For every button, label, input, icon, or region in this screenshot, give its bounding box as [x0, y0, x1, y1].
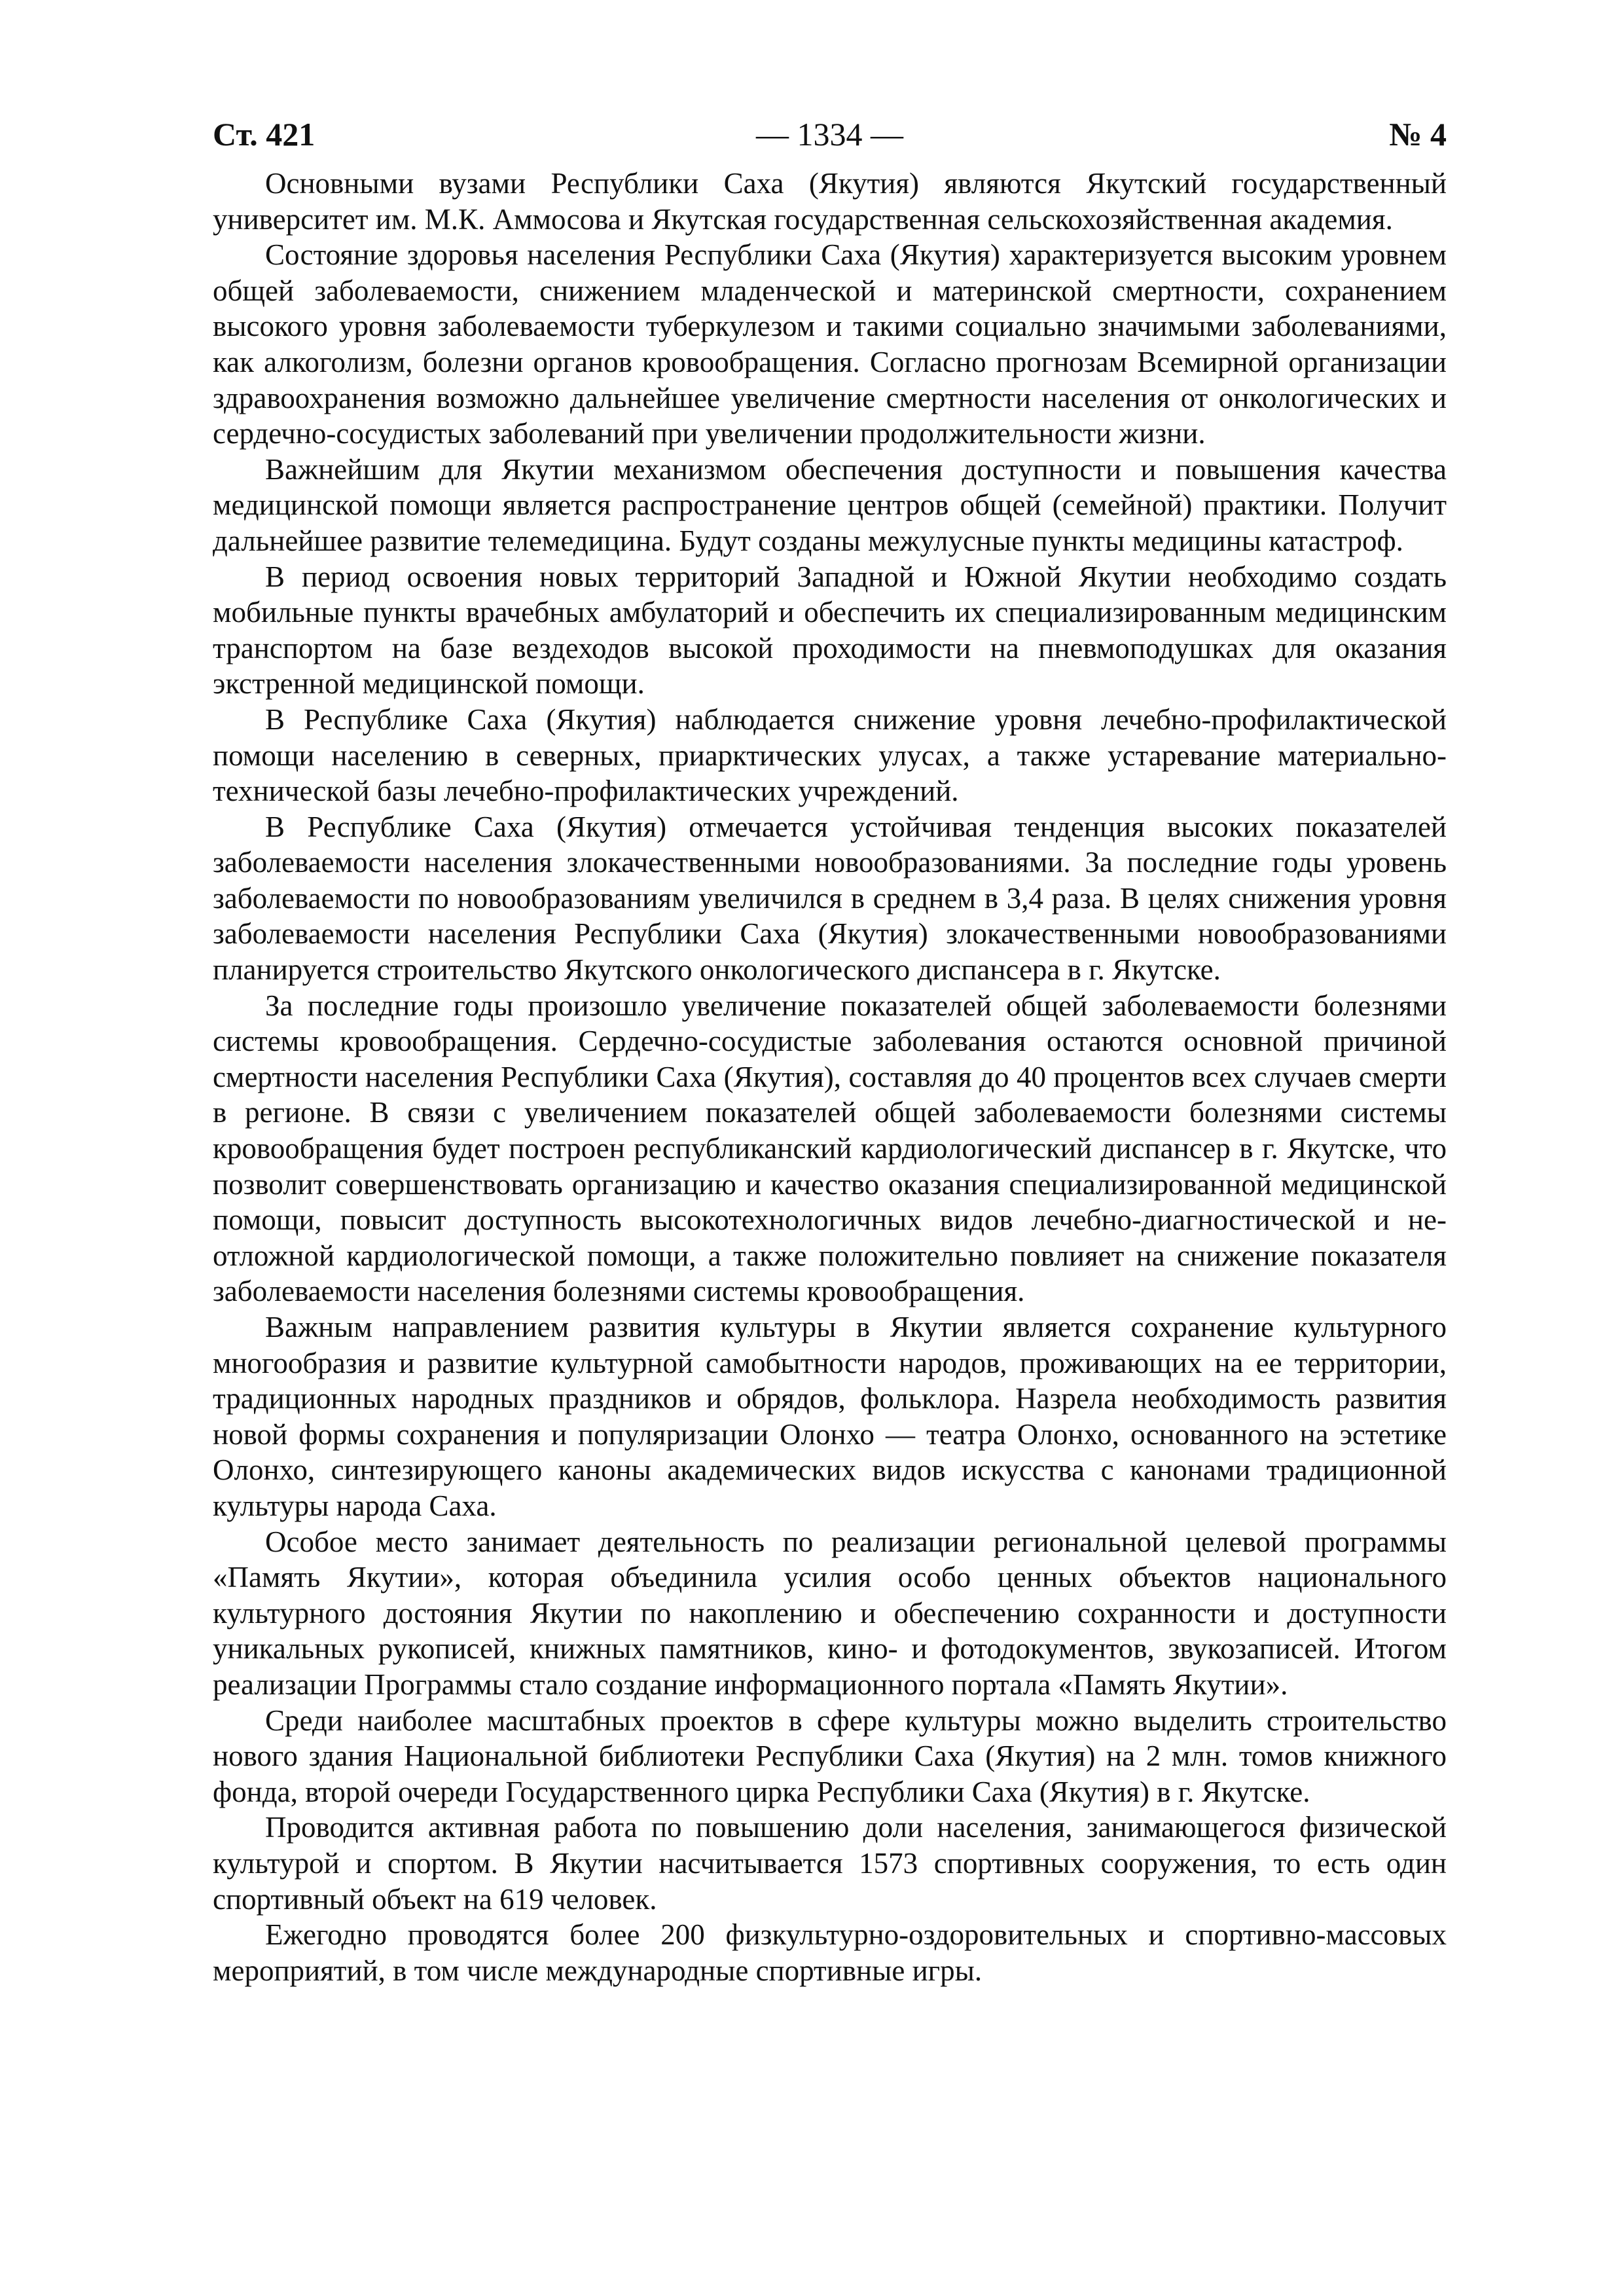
issue-number: № 4: [1389, 116, 1447, 153]
paragraph: В период освоения новых территорий Западной и Южной Якутии необходимо создать мобильные пункты врачебных амбулаторий и обеспечить их специализированным медицинским транспортом на базе вездеходов высокой проходимости на пневмоподушках для оказания экстренной медицинской помощи.: [213, 560, 1447, 701]
running-head: [213, 108, 1447, 160]
paragraph: За последние годы произошло увеличение показателей общей заболеваемости болезнями системы кровообращения. Сердечно-сосудистые заболевания остаются основной причиной смертности населения Республики Саха (Якутия), составляя до 40 процентов всех случаев смерти в регионе. В связи с увеличением показателей общей заболеваемости болезнями системы кровообращения будет построен республиканский кардиологический диспансер в г. Якутске, что позволит совершенствовать организацию и качество оказания специализированной медицинской помощи, повысит доступность высокотехнологичных видов лечебно-диагностической и неотложной кардиологической помощи, а также положительно повлияет на снижение показателя заболеваемости населения болезнями системы кровообращения.: [213, 989, 1447, 1308]
paragraph: Ежегодно проводятся более 200 физкультурно-оздоровительных и спортивно-массовых мероприятий, в том числе международные спортивные игры.: [213, 1918, 1447, 1987]
paragraph: Особое место занимает деятельность по реализации региональной целевой программы «Память Якутии», которая объединила усилия особо ценных объектов национального культурного достояния Якутии по накоплению и обеспечению сохранности и доступности уникальных рукописей, книжных памятников, кино- и фотодокументов, звукозаписей. Итогом реализации Программы стало создание информационного портала «Память Якутии».: [213, 1525, 1447, 1701]
paragraph: Основными вузами Республики Саха (Якутия) являются Якутский государственный университет им. М.К. Аммосова и Якутская государственная сельскохозяйственная академия.: [213, 167, 1447, 236]
paragraph: Проводится активная работа по повышению доли населения, занимающегося физической культурой и спортом. В Якутии насчитывается 1573 спортивных сооружения, то есть один спортивный объект на 619 человек.: [213, 1811, 1447, 1916]
page-number: — 1334 —: [756, 116, 903, 153]
paragraph: Важнейшим для Якутии механизмом обеспечения доступности и повышения качества медицинской помощи является распространение центров общей (семейной) практики. Получит дальнейшее развитие телемедицина. Будут созданы межулусные пункты медицины катастроф.: [213, 452, 1447, 557]
article-number: Ст. 421: [213, 116, 316, 153]
paragraph: В Республике Саха (Якутия) наблюдается снижение уровня лечебно-профилактической помощи населению в северных, приарктических улусах, а также устаревание материально-технической базы лечебно-профилактических учреждений.: [213, 702, 1447, 808]
document-page: [213, 108, 1447, 1988]
paragraph: Важным направлением развития культуры в Якутии является сохранение культурного многообразия и развитие культурной самобытности народов, проживающих на ее территории, традиционных народных праздников и обрядов, фольклора. Назрела необходимость развития новой формы сохранения и популяризации Олонхо — театра Олонхо, основанного на эстетике Олонхо, синтезирующего каноны академических видов искусства с канонами традиционной культуры народа Саха.: [213, 1311, 1447, 1522]
body-text: [213, 166, 1447, 1988]
paragraph: Состояние здоровья населения Республики Саха (Якутия) характеризуется высоким уровнем общей заболеваемости, снижением младенческой и материнской смертности, сохранением высокого уровня заболеваемости туберкулезом и такими социально значимыми заболеваниями, как алкоголизм, болезни органов кровообращения. Согласно прогнозам Всемирной организации здравоохранения возможно дальнейшее увеличение смертности населения от онкологических и сердечно-сосудистых заболеваний при увеличении продолжительности жизни.: [213, 238, 1447, 450]
paragraph: В Республике Саха (Якутия) отмечается устойчивая тенденция высоких показателей заболеваемости населения злокачественными новообразованиями. За последние годы уровень заболеваемости по новообразованиям увеличился в среднем в 3,4 раза. В целях снижения уровня заболеваемости населения Республики Саха (Якутия) злокачественными новообразованиями планируется строительство Якутского онкологического диспансера в г. Якутске.: [213, 810, 1447, 987]
paragraph: Среди наиболее масштабных проектов в сфере культуры можно выделить строительство нового здания Национальной библиотеки Республики Саха (Якутия) на 2 млн. томов книжного фонда, второй очереди Государственного цирка Республики Саха (Якутия) в г. Якутске.: [213, 1704, 1447, 1808]
